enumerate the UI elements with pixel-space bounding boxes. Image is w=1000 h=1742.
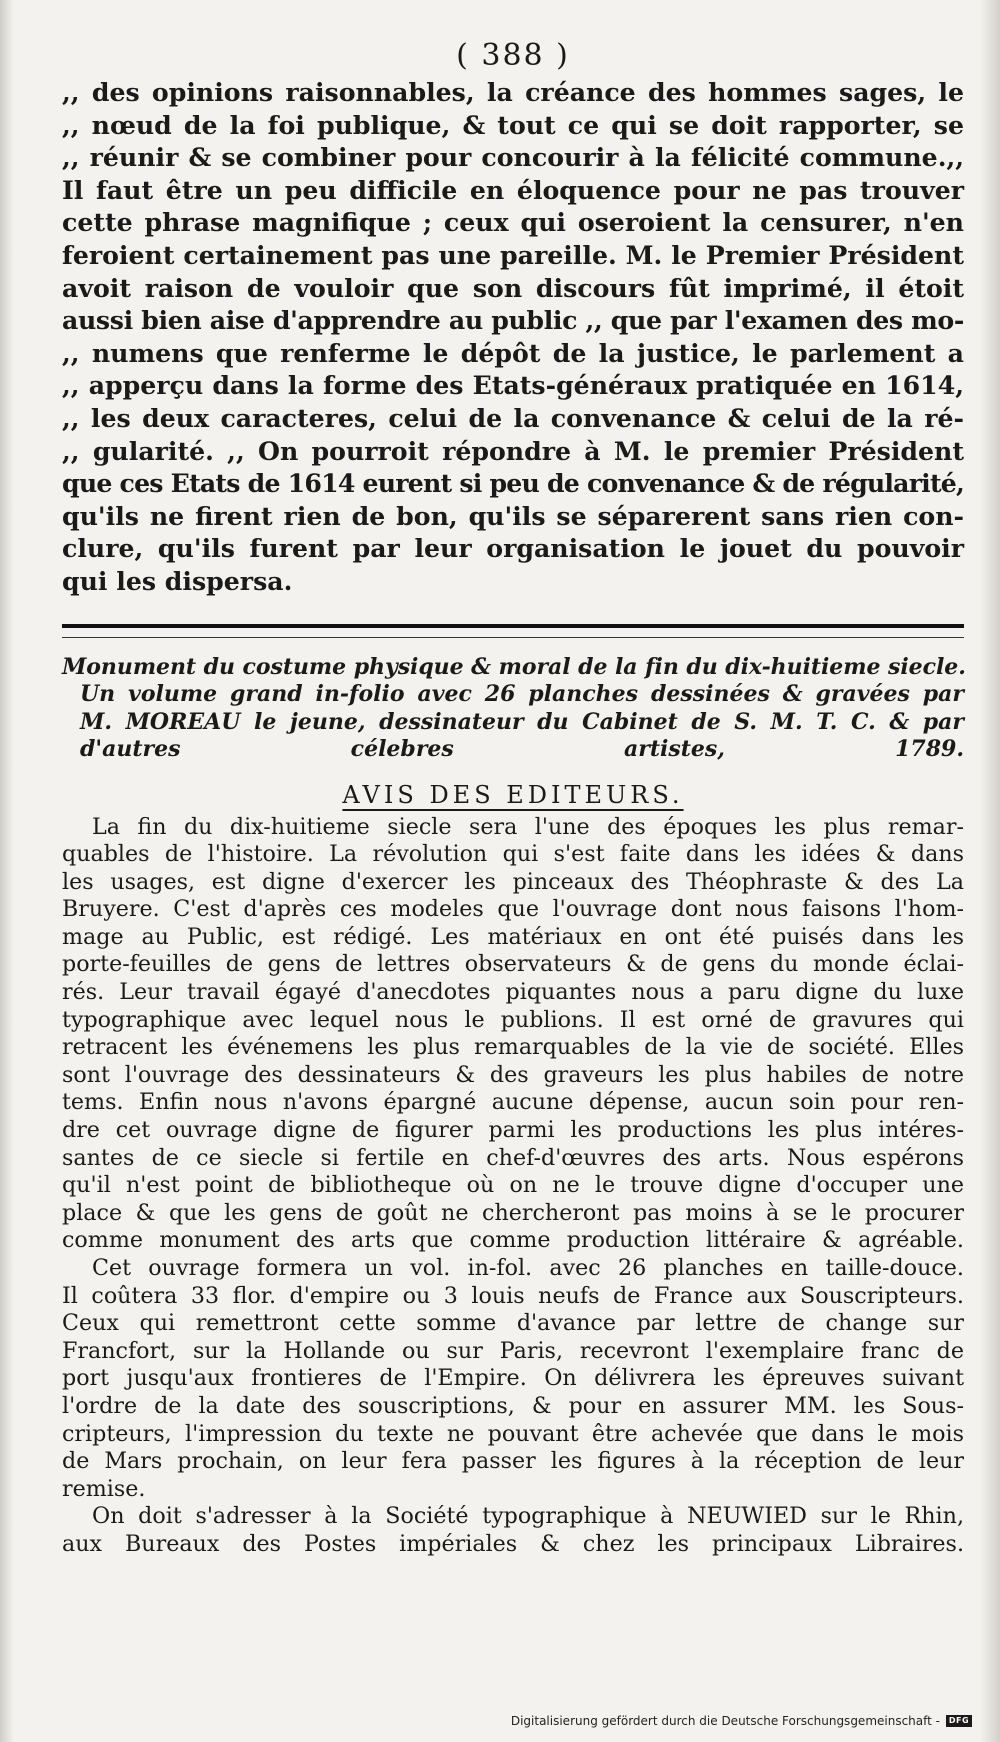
notice-line: Cet ouvrage formera un vol. in-fol. avec 26 planches en taille-douce. bbox=[92, 1255, 964, 1281]
notice-line: typographique avec lequel nous le publions. Il est orné de gravures qui bbox=[62, 1006, 964, 1033]
essay-line: qu'ils ne firent rien de bon, qu'ils se séparerent sans rien con- bbox=[62, 500, 964, 531]
essay-line: feroient certainement pas une pareille. M. le Premier Président bbox=[62, 239, 964, 270]
book-title-line: Un volume grand in-folio avec 26 planches dessinées & gravées par bbox=[80, 681, 964, 707]
essay-line: avoit raison de vouloir que son discours fût imprimé, il étoit bbox=[62, 272, 964, 303]
scan-edge-left bbox=[0, 0, 14, 1742]
notice-line: qu'il n'est point de bibliotheque où on ne le trouve digne d'occuper une bbox=[62, 1172, 964, 1199]
notice-line: place & que les gens de goût ne chercheront pas moins à se le procurer bbox=[62, 1199, 964, 1226]
double-rule-divider bbox=[62, 624, 964, 638]
notice-line: quables de l'histoire. La révolution qui s'est faite dans les idées & dans bbox=[62, 841, 964, 868]
essay-line: qui les dispersa. bbox=[62, 565, 293, 596]
essay-line: cette phrase magnifique ; ceux qui oseroient la censurer, n'en bbox=[62, 207, 964, 238]
essay-line: ,, nœud de la foi publique, & tout ce qui se doit rapporter, se bbox=[62, 109, 964, 140]
notice-line: les usages, est digne d'exercer les pinceaux des Théophraste & des La bbox=[62, 868, 964, 895]
dfg-logo-icon: DFG bbox=[946, 1715, 972, 1727]
notice-line: sont l'ouvrage des dessinateurs & des graveurs les plus habiles de notre bbox=[62, 1061, 964, 1088]
essay-line: clure, qu'ils furent par leur organisation le jouet du pouvoir bbox=[62, 533, 964, 564]
essay-line: que ces Etats de 1614 eurent si peu de convenance & de régularité, bbox=[62, 468, 964, 499]
notice-line: port jusqu'aux frontieres de l'Empire. On délivrera les épreuves suivant bbox=[62, 1365, 964, 1392]
scan-edge-right bbox=[980, 0, 1000, 1742]
notice-line: remise. bbox=[62, 1475, 146, 1502]
notice-line: Bruyere. C'est d'après ces modeles que l'ouvrage dont nous faisons l'hom- bbox=[62, 896, 964, 923]
notice-line: mage au Public, est rédigé. Les matériaux en ont été puisés dans les bbox=[62, 923, 964, 950]
essay-line: ,, apperçu dans la forme des Etats-généraux pratiquée en 1614, bbox=[62, 370, 964, 401]
notice-line: comme monument des arts que comme production littéraire & agréable. bbox=[62, 1227, 964, 1254]
essay-line: Il faut être un peu difficile en éloquence pour ne pas trouver bbox=[62, 174, 964, 205]
page-content bbox=[62, 38, 964, 1559]
essay-line: ,, les deux caracteres, celui de la convenance & celui de la ré- bbox=[62, 402, 964, 433]
book-title-line: Monument du costume physique & moral de la fin du dix-huitieme siecle. bbox=[62, 653, 966, 680]
page-number: ( 388 ) bbox=[456, 38, 570, 73]
notice-line: rés. Leur travail égayé d'anecdotes piquantes nous a paru digne du luxe bbox=[62, 979, 964, 1006]
notice-line: de Mars prochain, on leur fera passer les figures à la réception de leur bbox=[62, 1448, 964, 1475]
notice-line: Ceux qui remettront cette somme d'avance par lettre de change sur bbox=[62, 1310, 964, 1337]
essay-line: ,, gularité. ,, On pourroit répondre à M. le premier Président bbox=[62, 435, 964, 466]
essay-paragraph bbox=[62, 76, 964, 598]
book-title-line: d'autres célebres artistes, 1789. bbox=[80, 736, 964, 762]
digitization-footer bbox=[511, 1714, 972, 1728]
notice-line: La fin du dix-huitieme siecle sera l'une des époques les plus remar- bbox=[92, 813, 964, 840]
notice-line: porte-feuilles de gens de lettres observateurs & de gens du monde éclai- bbox=[62, 951, 964, 978]
notice-line: tems. Enfin nous n'avons épargné aucune dépense, aucun soin pour ren- bbox=[62, 1089, 964, 1116]
book-title-block bbox=[62, 654, 964, 764]
notice-line: santes de ce siecle si fertile en chef-d'œuvres des arts. Nous espérons bbox=[62, 1144, 964, 1171]
notice-line: dre cet ouvrage digne de figurer parmi les productions les plus intéres- bbox=[62, 1117, 964, 1144]
footer-text: Digitalisierung gefördert durch die Deutsche Forschungsgemeinschaft - bbox=[510, 1714, 940, 1728]
essay-line: ,, des opinions raisonnables, la créance des hommes sages, le bbox=[62, 77, 964, 107]
notice-line: retracent les événemens les plus remarquables de la vie de société. Elles bbox=[62, 1034, 964, 1061]
essay-line: ,, réunir & se combiner pour concourir à la félicité commune.,, bbox=[62, 142, 964, 173]
essay-line: aussi bien aise d'apprendre au public ,, que par l'examen des mo- bbox=[62, 305, 964, 336]
notice-line: cripteurs, l'impression du texte ne pouvant être achevée que dans le mois bbox=[62, 1420, 964, 1447]
essay-line: ,, numens que renferme le dépôt de la justice, le parlement a bbox=[62, 337, 964, 368]
notice-line: Il coûtera 33 flor. d'empire ou 3 louis neufs de France aux Souscripteurs. bbox=[62, 1282, 964, 1309]
section-heading: AVIS DES EDITEURS. bbox=[342, 780, 684, 809]
notice-line: On doit s'adresser à la Société typographique à NEUWIED sur le Rhin, bbox=[92, 1503, 964, 1530]
notice-line: aux Bureaux des Postes impériales & chez les principaux Libraires. bbox=[62, 1530, 964, 1557]
book-title-line: M. MOREAU le jeune, dessinateur du Cabinet de S. M. T. C. & par bbox=[80, 708, 964, 735]
notice-line: l'ordre de la date des souscriptions, & pour en assurer MM. les Sous- bbox=[62, 1392, 964, 1419]
notice-line: Francfort, sur la Hollande ou sur Paris, recevront l'exemplaire franc de bbox=[62, 1337, 964, 1364]
editors-notice bbox=[62, 814, 964, 1559]
